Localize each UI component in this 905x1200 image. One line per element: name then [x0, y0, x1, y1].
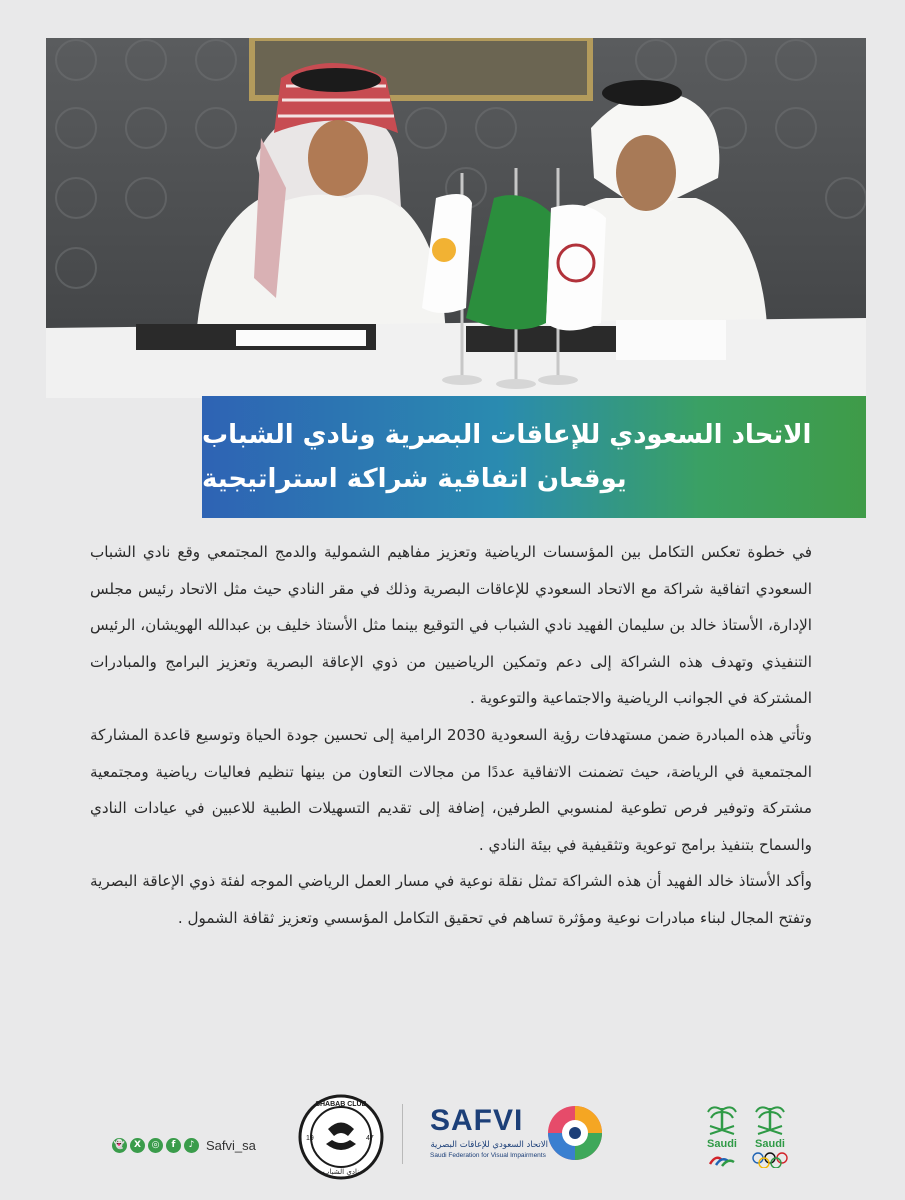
club-year-left: 19 [306, 1135, 314, 1142]
olympic-rings-icon [750, 1152, 790, 1168]
paralympic-icon [702, 1152, 742, 1168]
footer-divider [402, 1104, 403, 1164]
article-paragraph-2: وتأتي هذه المبادرة ضمن مستهدفات رؤية السعودية 2030 الرامية إلى تحسين جودة الحياة وتوسيع قاعدة المشاركة المجتمعية في الرياضة، حيث تضمنت الاتفاقية عددًا من مجالات التعاون من بينها تنظيم فعاليات رياضية ومجتمعية مشتركة وتوفير فرص تطوعية لمنسوبي الطرفين، إضافة إلى تقديم التسهيلات الطبية للاعبين في عيادات النادي والسماح بتنفيذ برامج توعوية وتثقيفية في بيئة النادي . [90, 725, 812, 854]
social-links [112, 1138, 256, 1153]
palm-swords-icon [750, 1100, 790, 1140]
palm-swords-icon [702, 1100, 742, 1140]
club-year-right: 47 [366, 1135, 374, 1142]
club-name-ar: نادي الشباب [322, 1168, 360, 1176]
club-name-en: SHABAB CLUB [315, 1101, 367, 1108]
snapchat-icon[interactable]: 👻 [112, 1138, 127, 1153]
article-paragraph-3: وأكد الأستاذ خالد الفهيد أن هذه الشراكة تمثل نقلة نوعية في مسار العمل الرياضي الموجه لفئة ذوي الإعاقة البصرية وتفتح المجال لبناء مبادرات نوعية ومؤثرة تساهم في تحقيق التكامل المؤسسي وتعزيز ثقافة الشمول . [90, 872, 812, 927]
tiktok-icon[interactable]: ♪ [184, 1138, 199, 1153]
headline-banner [202, 396, 866, 518]
safvi-eye-icon [546, 1104, 604, 1162]
saudi-olympic-mark [750, 1100, 790, 1170]
article-paragraph-1: في خطوة تعكس التكامل بين المؤسسات الرياضية وتعزيز مفاهيم الشمولية والدمج المجتمعي وقع نادي الشباب السعودي اتفاقية شراكة مع الاتحاد السعودي للإعاقات البصرية وذلك في مقر النادي حيث مثل الاتحاد رئيس مجلس الإدارة، الأستاذ خالد بن سليمان الفهيد نادي الشباب في التوقيع بينما مثل الأستاذ خليف بن عبدالله الهويشان، الرئيس التنفيذي وتهدف هذه الشراكة إلى دعم وتمكين الرياضيين من ذوي الإعاقة البصرية وتعزيز البرامج والمبادرات المشتركة في الجوانب الرياضية والاجتماعية والتوعوية . [90, 543, 812, 708]
shabab-club-logo [298, 1094, 384, 1180]
saudi-label-2: Saudi [755, 1138, 785, 1150]
x-icon[interactable]: X [130, 1138, 145, 1153]
saudi-label-1: Saudi [707, 1138, 737, 1150]
headline-line-1: الاتحاد السعودي للإعاقات البصرية ونادي الشباب [202, 420, 812, 450]
safvi-name-en: Saudi Federation for Visual Impairments [430, 1152, 546, 1159]
instagram-icon[interactable]: ◎ [148, 1138, 163, 1153]
social-handle[interactable]: Safvi_sa [206, 1138, 256, 1153]
footer [0, 1080, 905, 1190]
saudi-vision-mark [702, 1100, 742, 1170]
facebook-icon[interactable]: f [166, 1138, 181, 1153]
signing-scene [46, 38, 866, 398]
safvi-acronym: SAFVI [430, 1104, 524, 1137]
headline-line-2: يوقعان اتفاقية شراكة استراتيجية [202, 464, 627, 494]
article-body [90, 534, 812, 937]
signing-photo [46, 38, 866, 398]
safvi-logo [424, 1104, 604, 1168]
safvi-name-ar: الاتحاد السعودي للإعاقات البصرية [430, 1140, 548, 1150]
